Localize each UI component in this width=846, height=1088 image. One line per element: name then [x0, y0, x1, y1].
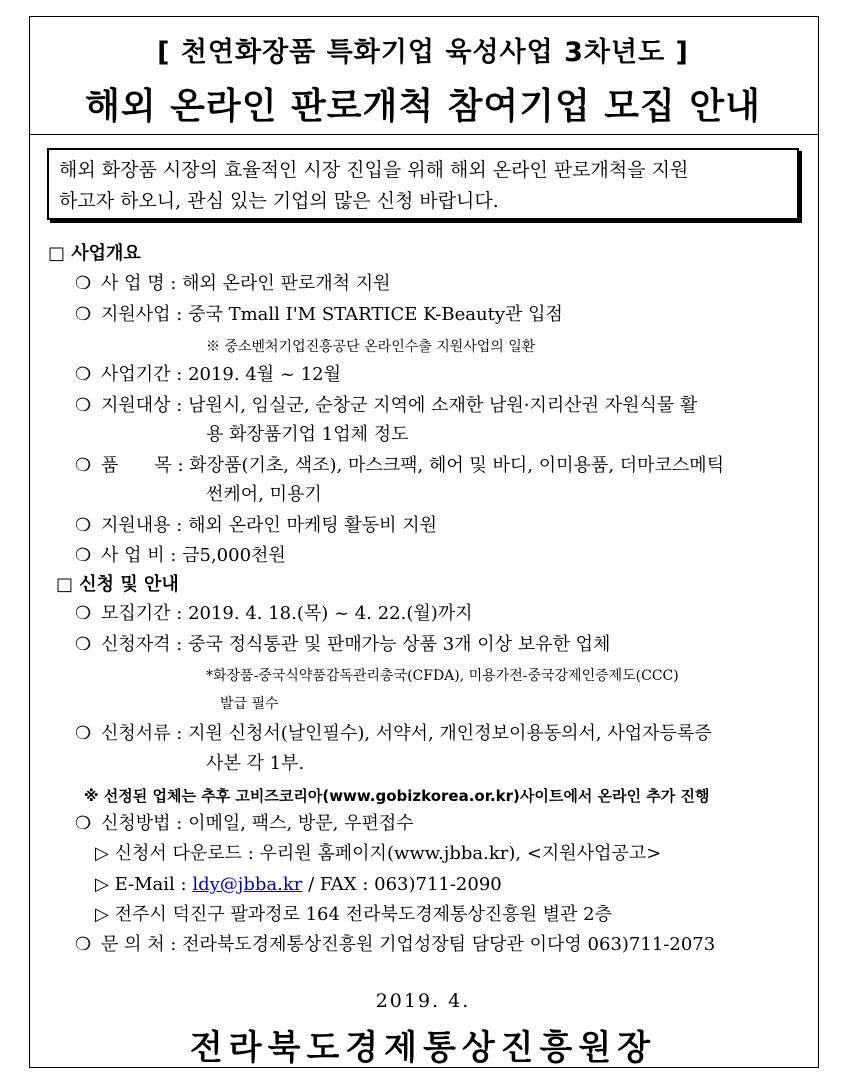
section-heading-application: □ 신청 및 안내: [56, 574, 179, 595]
colon: :: [170, 395, 189, 416]
products-continuation: 썬케어, 미용기: [206, 484, 322, 505]
list-item-content: [75, 514, 437, 538]
bullet-icon: ❍: [75, 634, 92, 655]
fax-text: / FAX : 063)711-2090: [302, 874, 502, 895]
list-item-recruit-period: [75, 602, 473, 626]
item-value: 2019. 4월 ~ 12월: [188, 364, 341, 385]
intro-line-1: 해외 화장품 시장의 효율적인 시장 진입을 위해 해외 온라인 판로개척을 지원: [59, 159, 689, 181]
qualification-note-2: 발급 필수: [220, 696, 279, 712]
list-item-products: [75, 454, 724, 478]
item-label: 지원내용: [101, 515, 171, 536]
item-value: 남원시, 임실군, 순창군 지역에 소재한 남원·지리산권 자원식물 활: [188, 395, 698, 416]
bullet-icon: ❍: [75, 273, 92, 294]
bullet-icon: ❍: [75, 723, 92, 744]
colon: :: [170, 364, 189, 385]
list-item-budget: [75, 544, 286, 568]
target-continuation: 용 화장품기업 1업체 정도: [206, 424, 409, 445]
colon: :: [170, 304, 189, 325]
list-item-qualification: [75, 633, 610, 657]
bullet-icon: ❍: [75, 455, 92, 476]
item-value: 2019. 4. 18.(목) ~ 4. 22.(월)까지: [188, 603, 473, 624]
colon: :: [170, 634, 189, 655]
item-label: 신청방법: [101, 813, 171, 834]
colon: :: [170, 515, 189, 536]
bullet-icon: ❍: [75, 364, 92, 385]
email-link[interactable]: ldy@jbba.kr: [192, 874, 303, 895]
item-value: 전라북도경제통상진흥원 기업성장팀 담당관 이다영 063)711-2073: [182, 934, 716, 955]
email-fax-line: [95, 873, 502, 897]
colon: :: [164, 273, 183, 294]
section-heading-overview: □ 사업개요: [48, 243, 141, 264]
colon: :: [171, 455, 190, 476]
item-label: 문 의 처: [101, 934, 165, 955]
bullet-icon: ❍: [75, 395, 92, 416]
intro-box: [47, 148, 799, 220]
bullet-icon: ❍: [75, 304, 92, 325]
list-item-name: [75, 272, 391, 296]
bullet-icon: ❍: [75, 603, 92, 624]
address-line: ▷ 전주시 덕진구 팔과정로 164 전라북도경제통상진흥원 별관 2층: [95, 904, 613, 925]
item-label: 사업기간: [101, 364, 171, 385]
item-value: 화장품(기초, 색조), 마스크팩, 헤어 및 바디, 이미용품, 더마코스메틱: [189, 455, 725, 476]
email-prefix: ▷ E-Mail :: [95, 874, 193, 895]
item-value: 해외 온라인 마케팅 활동비 지원: [188, 515, 438, 536]
intro-line-2: 하고자 하오니, 관심 있는 기업의 많은 신청 바랍니다.: [59, 190, 499, 212]
item-label: 신청서류: [101, 723, 171, 744]
item-value: 중국 정식통관 및 판매가능 상품 3개 이상 보유한 업체: [188, 634, 611, 655]
item-value: 지원 신청서(날인필수), 서약서, 개인정보이용동의서, 사업자등록증: [188, 723, 712, 744]
item-label: 신청자격: [101, 634, 171, 655]
item-value: 중국 Tmall I'M STARTICE K-Beauty관 입점: [188, 304, 563, 325]
colon: :: [170, 723, 189, 744]
issuer-signature: 전라북도경제통상진흥원장: [189, 1028, 657, 1068]
item-label: 사 업 비: [101, 545, 165, 566]
bullet-icon: ❍: [75, 813, 92, 834]
selected-company-note: ※ 선정된 업체는 추후 고비즈코리아(www.gobizkorea.or.kr)사이트에서 온라인 추가 진행: [84, 787, 710, 805]
item-label: 지원대상: [101, 395, 171, 416]
item-label: 품 목: [101, 455, 172, 476]
title-divider: [29, 134, 819, 135]
list-item-program: [75, 303, 563, 327]
bullet-icon: ❍: [75, 545, 92, 566]
colon: :: [164, 545, 183, 566]
issue-date: 2019. 4.: [375, 990, 471, 1012]
list-item-target: [75, 394, 697, 418]
document-title: 해외 온라인 판로개척 참여기업 모집 안내: [85, 86, 761, 127]
item-value: 이메일, 팩스, 방문, 우편접수: [188, 813, 414, 834]
download-info: ▷ 신청서 다운로드 : 우리원 홈페이지(www.jbba.kr), <지원사업공고>: [95, 843, 662, 864]
list-item-method: [75, 812, 414, 836]
documents-continuation: 사본 각 1부.: [206, 753, 305, 774]
colon: :: [170, 813, 189, 834]
list-item-documents: [75, 722, 712, 746]
bullet-icon: ❍: [75, 934, 92, 955]
list-item-period: [75, 363, 341, 387]
colon: :: [164, 934, 183, 955]
colon: :: [170, 603, 189, 624]
item-value: 금5,000천원: [182, 545, 286, 566]
item-label: 모집기간: [101, 603, 171, 624]
bullet-icon: ❍: [75, 515, 92, 536]
list-item-contact: [75, 933, 715, 957]
qualification-note: *화장품-중국식약품감독관리총국(CFDA), 미용가전-중국강제인증제도(CCC): [206, 668, 679, 684]
item-label: 사 업 명: [101, 273, 165, 294]
item-label: 지원사업: [101, 304, 171, 325]
item-value: 해외 온라인 판로개척 지원: [182, 273, 391, 294]
program-note: ※ 중소벤처기업진흥공단 온라인수출 지원사업의 일환: [206, 339, 536, 355]
document-subtitle: [ 천연화장품 특화기업 육성사업 3차년도 ]: [157, 37, 689, 68]
